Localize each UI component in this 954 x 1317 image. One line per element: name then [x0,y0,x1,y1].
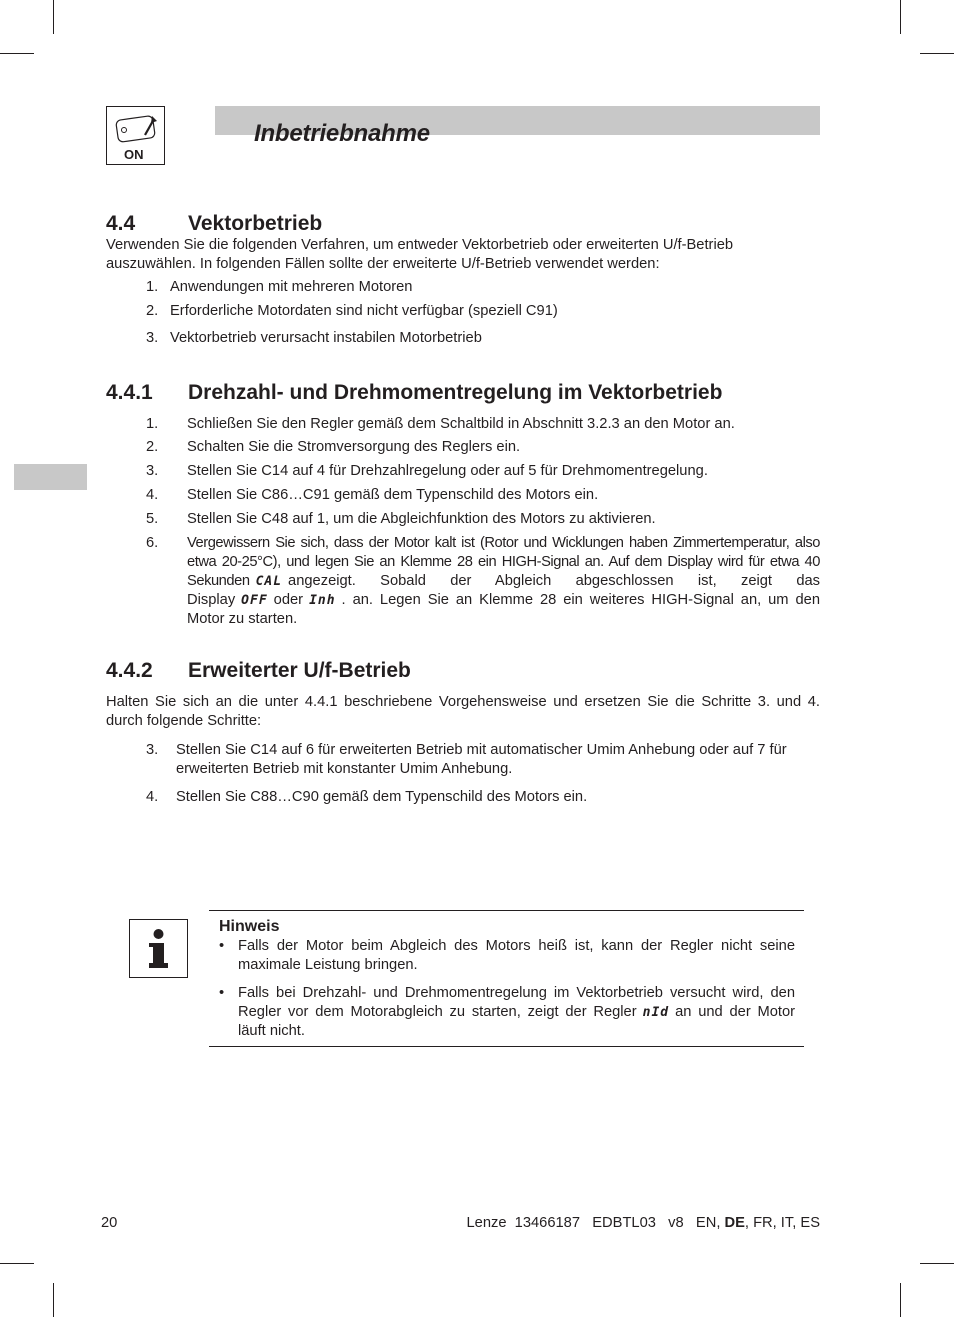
crop-mark [900,0,901,34]
item-text: Erforderliche Motordaten sind nicht verfügbar (speziell C91) [170,303,558,319]
step-text: Stellen Sie C14 auf 6 für erweiterten Betrieb mit automatischer Umim Anhebung oder auf 7 für erweiterten Betrieb mit konstanter Umim Anhebung. [176,742,787,777]
item-number: 3. [146,330,159,346]
step-number: 5. [146,511,159,527]
section-number: 4.4.2 [106,659,153,682]
step-number: 2. [146,439,159,455]
page-number: 20 [101,1215,118,1231]
step-number: 3. [146,742,159,758]
section-title: Drehzahl- und Drehmomentregelung im Vektorbetrieb [188,381,723,404]
section-title: Vektorbetrieb [188,212,323,235]
section-number: 4.4 [106,212,136,235]
footer-doc-info: Lenze 13466187 EDBTL03 v8 EN, DE, FR, IT, ES [466,1215,820,1231]
display-off: OFF [241,593,268,608]
crop-mark [920,1263,954,1264]
chapter-tab [14,464,87,490]
bullet-text: Falls der Motor beim Abgleich des Motors heiß ist, kann der Regler nicht seine maximale Leistung bringen. [238,938,795,973]
step-number: 3. [146,463,159,479]
step-number: 6. [146,535,159,551]
step-text: Stellen Sie C86…C91 gemäß dem Typenschild des Motors ein. [187,487,599,503]
display-inh: Inh [309,593,336,608]
crop-mark [900,1283,901,1317]
step-text: Stellen Sie C88…C90 gemäß dem Typenschild des Motors ein. [176,789,588,805]
section-heading [106,659,411,683]
step-text: Stellen Sie C14 auf 4 für Drehzahlregelung oder auf 5 für Drehmomentregelung. [187,463,708,479]
display-nid: nId [642,1005,670,1020]
step-text: Stellen Sie C48 auf 1, um die Abgleichfunktion des Motors zu aktivieren. [187,511,656,527]
step-text: Schließen Sie den Regler gemäß dem Schaltbild in Abschnitt 3.2.3 an den Motor an. [187,416,735,432]
intro-paragraph: Verwenden Sie die folgenden Verfahren, um entweder Vektorbetrieb oder erweiterten U/f-Betrieb auszuwählen. In folgenden Fällen sollte der erweiterte U/f-Betrieb verwendet werden: [106,237,734,272]
note-divider [209,1046,804,1047]
note-title: Hinweis [219,918,280,935]
item-number: 1. [146,279,159,295]
intro-paragraph: Halten Sie sich an die unter 4.4.1 beschriebene Vorgehensweise und ersetzen Sie die Schritte 3. und 4. durch folgende Schritte: [106,694,820,729]
crop-mark [920,53,954,54]
crop-mark [53,0,54,34]
note-divider [209,910,804,911]
crop-mark [53,1283,54,1317]
switch-label: ON [124,147,144,162]
item-text: Vektorbetrieb verursacht instabilen Motorbetrieb [170,330,482,346]
section-title: Erweiterter U/f-Betrieb [188,659,411,682]
section-heading [106,212,322,236]
section-heading [106,381,722,405]
crop-mark [0,53,34,54]
crop-mark [0,1263,34,1264]
bullet-symbol: • [219,938,225,954]
item-text: Anwendungen mit mehreren Motoren [170,279,413,295]
item-number: 2. [146,303,159,319]
power-switch-icon [106,106,165,165]
step-number: 4. [146,789,159,805]
step-number: 1. [146,416,159,432]
display-cal: CAL [255,574,283,589]
current-language: DE [724,1215,745,1231]
bullet-symbol: • [219,985,225,1001]
page-title: Inbetriebnahme [254,120,430,147]
info-icon [129,919,188,978]
step-text: Schalten Sie die Stromversorgung des Reglers ein. [187,439,521,455]
step-number: 4. [146,487,159,503]
bullet-text: Falls bei Drehzahl- und Drehmomentregelung im Vektorbetrieb versucht wird, den Regler vor dem Motorabgleich zu starten, zeigt der Regler nId an und der Motor läuft nicht. [238,985,796,1039]
step-text: Vergewissern Sie sich, dass der Motor kalt ist (Rotor und Wicklungen haben Zimmertemperatur, also etwa 20-25°C), und legen Sie an Klemme 28 ein HIGH-Signal an. Auf dem Display wird für etwa 40 Sekunden CAL angezeigt. Sobald der Abgleich abgeschlossen ist, zeigt das Display OFF oder Inh . an. Legen Sie an Klemme 28 ein weiteres HIGH-Signal an, um den Motor zu starten. [187,535,820,627]
section-number: 4.4.1 [106,381,153,404]
